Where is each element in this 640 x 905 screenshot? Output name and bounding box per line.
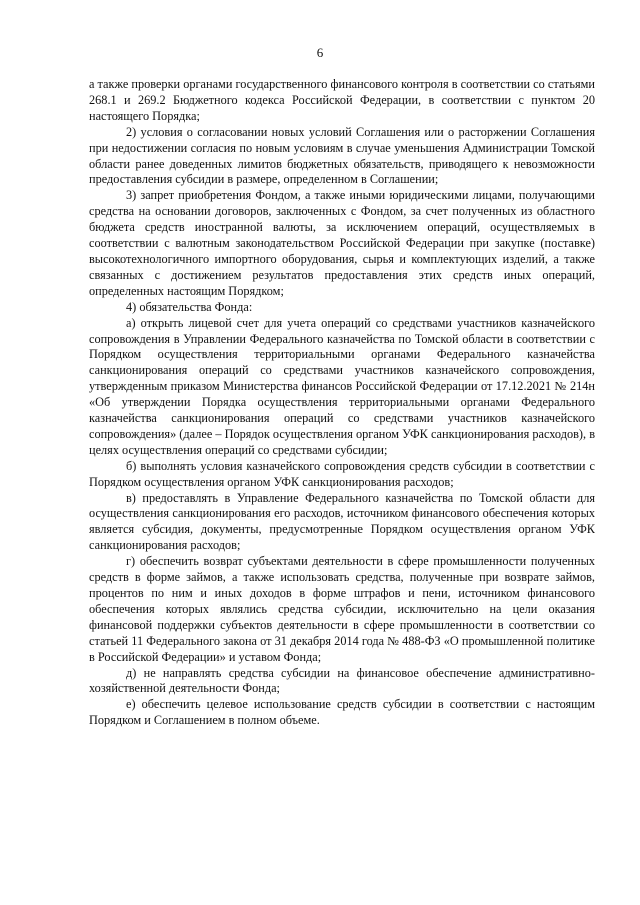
paragraph-item-4b: б) выполнять условия казначейского сопровождения средств субсидии в соответствии с Порядком осуществления органом УФК санкционирования расходов; <box>89 458 595 489</box>
paragraph-item-4a: а) открыть лицевой счет для учета операций со средствами участников казначейского сопровождения в Управлении Федерального казначейства по Томской области в соответствии с Порядком осуществления территориальными органами Федерального казначейства санкционирования операций со средствами участников казначейского сопровождения, утвержденным приказом Министерства финансов Российской Федерации от 17.12.2021 № 214н «Об утверждении Порядка осуществления территориальными органами Федерального казначейства санкционирования операций со средствами участников казначейского сопровождения» (далее – Порядок осуществления органом УФК санкционирования расходов), в целях осуществления операций со средствами субсидии; <box>89 315 595 457</box>
paragraph-item-2: 2) условия о согласовании новых условий Соглашения или о расторжении Соглашения при недостижении согласия по новым условиям в случае уменьшения Администрации Томской области ранее доведенных лимитов бюджетных обязательств, приводящего к невозможности предоставления субсидии в размере, определенном в Соглашении; <box>89 124 595 187</box>
paragraph-item-3: 3) запрет приобретения Фондом, а также иными юридическими лицами, получающими средства на основании договоров, заключенных с Фондом, за счет полученных из областного бюджета средств иностранной валюты, за исключением операций, осуществляемых в соответствии с валютным законодательством Российской Федерации при закупке (поставке) высокотехнологичного импортного оборудования, сырья и комплектующих изделий, а также связанных с достижением результатов предоставления этих средств иных операций, определенных настоящим Порядком; <box>89 188 595 298</box>
paragraph-item-4d: д) не направлять средства субсидии на финансовое обеспечение административно-хозяйственной деятельности Фонда; <box>89 665 595 696</box>
paragraph-continuation: а также проверки органами государственного финансового контроля в соответствии со статьями 268.1 и 269.2 Бюджетного кодекса Российской Федерации, в соответствии с пунктом 20 настоящего Порядка; <box>89 77 595 123</box>
paragraph-item-4g: г) обеспечить возврат субъектами деятельности в сфере промышленности полученных средств в форме займов, а также использовать средства, полученные при возврате займов, процентов по ним и иных доходов в форме штрафов и пени, источником финансового обеспечения которых являлись средства субсидии, исключительно на цели оказания финансовой поддержки субъектов деятельности в сфере промышленности в соответствии со статьей 11 Федерального закона от 31 декабря 2014 года № 488-ФЗ «О промышленной политике в Российской Федерации» и уставом Фонда; <box>89 554 595 664</box>
paragraph-item-4e: е) обеспечить целевое использование средств субсидии в соответствии с настоящим Порядком и Соглашением в полном объеме. <box>89 697 595 728</box>
paragraph-item-4v: в) предоставлять в Управление Федерального казначейства по Томской области для осуществления санкционирования его расходов, источником финансового обеспечения которых является субсидия, документы, предусмотренные Порядком осуществления органом УФК санкционирования расходов; <box>89 490 595 553</box>
paragraph-item-4: 4) обязательства Фонда: <box>126 299 253 314</box>
document-body <box>89 77 595 729</box>
page-number: 6 <box>316 45 324 60</box>
